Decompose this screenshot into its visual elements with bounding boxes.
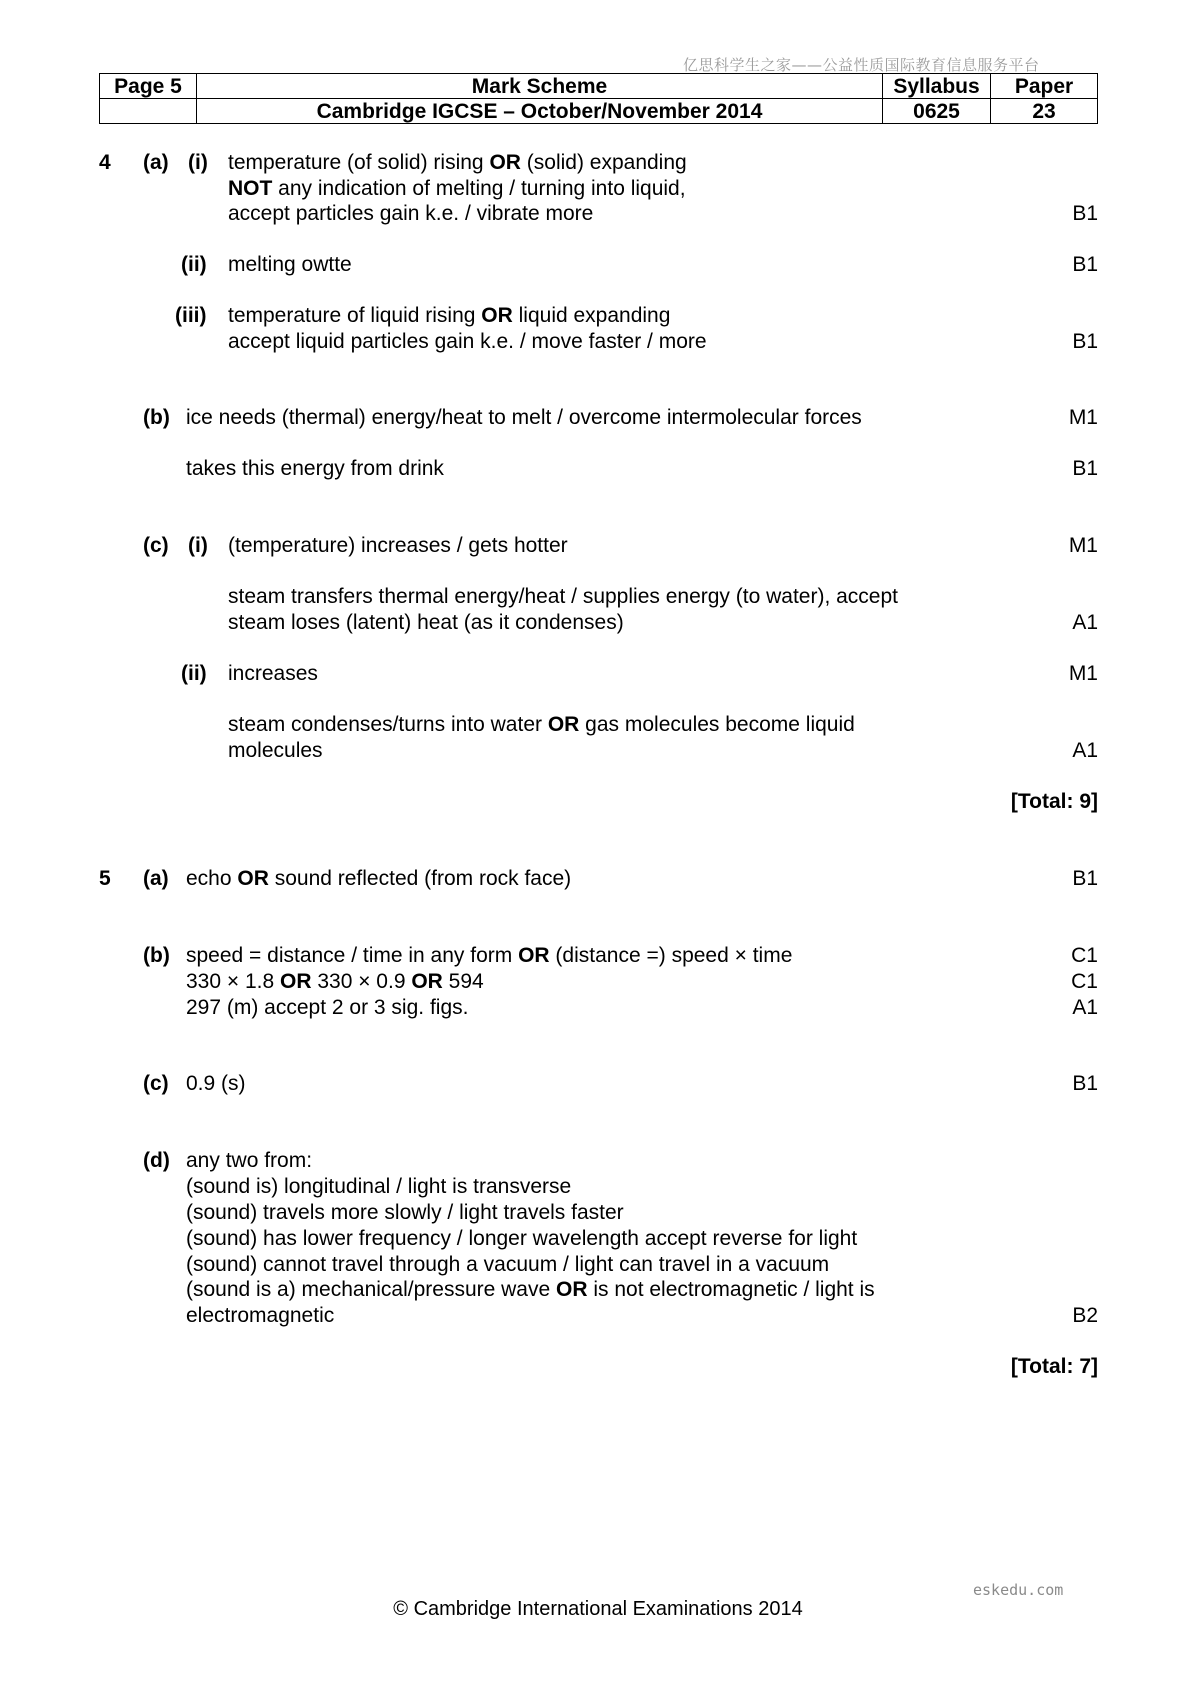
q4a-ii-mark: B1 [1072, 253, 1098, 276]
q5d-line3: (sound) travels more slowly / light travels faster [186, 1201, 624, 1224]
q5d-line2: (sound is) longitudinal / light is transverse [186, 1175, 572, 1198]
q5b-line3-mark: A1 [1072, 996, 1098, 1019]
footer-copyright: © Cambridge International Examinations 2014 [393, 1598, 803, 1620]
q4b-line2: takes this energy from drink [186, 457, 444, 480]
q4a-i-line3: accept particles gain k.e. / vibrate more [228, 202, 594, 225]
q5-total: [Total: 7] [1010, 1355, 1098, 1378]
q4a-i-line2: NOT any indication of melting / turning into liquid, [228, 177, 686, 200]
q4a-iii-mark: B1 [1072, 330, 1098, 353]
q4c-ii-line1: increases [228, 662, 318, 685]
q5d-label: (d) [143, 1149, 170, 1172]
q5-number: 5 [99, 867, 111, 890]
q5d-line5: (sound) cannot travel through a vacuum / light can travel in a vacuum [186, 1253, 830, 1276]
q4a-ii-text: melting owtte [228, 253, 352, 276]
watermark-bottom: eskedu.com [973, 1581, 1064, 1599]
watermark-top: 亿思科学生之家——公益性质国际教育信息服务平台 [683, 56, 1040, 74]
q4c-ii-line2: steam condenses/turns into water OR gas molecules become liquid [228, 713, 855, 736]
q4b-label: (b) [143, 406, 170, 429]
q4c-i-label: (i) [188, 534, 208, 557]
q5c-mark: B1 [1072, 1072, 1098, 1095]
header-table [99, 73, 1098, 124]
q5b-label: (b) [143, 944, 170, 967]
header-page: Page 5 [100, 74, 197, 99]
q5a-label: (a) [143, 867, 169, 890]
q5a-mark: B1 [1072, 867, 1098, 890]
q4-total: [Total: 9] [1010, 790, 1098, 813]
q4a-i-label: (i) [188, 151, 208, 174]
q4a-label: (a) [143, 151, 169, 174]
q4b-line2-mark: B1 [1072, 457, 1098, 480]
q5d-line7: electromagnetic [186, 1304, 335, 1327]
q5b-line2: 330 × 1.8 OR 330 × 0.9 OR 594 [186, 970, 484, 993]
q4c-label: (c) [143, 534, 169, 557]
q5b-line3: 297 (m) accept 2 or 3 sig. figs. [186, 996, 469, 1019]
q5c-label: (c) [143, 1072, 169, 1095]
q4b-line1-mark: M1 [1068, 406, 1098, 429]
q4c-ii-line1-mark: M1 [1068, 662, 1098, 685]
q4a-i-mark: B1 [1072, 202, 1098, 225]
q5d-line4: (sound) has lower frequency / longer wavelength accept reverse for light [186, 1227, 858, 1250]
q5b-line1-mark: C1 [1071, 944, 1098, 967]
q4a-iii-label: (iii) [175, 304, 207, 327]
q4c-i-line3-mark: A1 [1072, 611, 1098, 634]
q5a-text: echo OR sound reflected (from rock face) [186, 867, 572, 890]
q4a-iii-line1: temperature of liquid rising OR liquid expanding [228, 304, 671, 327]
q4b-line1: ice needs (thermal) energy/heat to melt / overcome intermolecular forces [186, 406, 862, 429]
q5d-mark: B2 [1072, 1304, 1098, 1327]
q5d-line6: (sound is a) mechanical/pressure wave OR is not electromagnetic / light is [186, 1278, 875, 1301]
q4a-i-line1: temperature (of solid) rising OR (solid) expanding [228, 151, 687, 174]
q4a-iii-line2: accept liquid particles gain k.e. / move faster / more [228, 330, 707, 353]
q5b-line2-mark: C1 [1071, 970, 1098, 993]
q4c-i-line2: steam transfers thermal energy/heat / supplies energy (to water), accept [228, 585, 898, 608]
q4c-i-line3: steam loses (latent) heat (as it condenses) [228, 611, 624, 634]
q4c-ii-label: (ii) [181, 662, 207, 685]
q4c-i-line1-mark: M1 [1068, 534, 1098, 557]
header-paper-label: Paper [991, 74, 1098, 99]
q5b-line1: speed = distance / time in any form OR (distance =) speed × time [186, 944, 793, 967]
header-empty-cell [100, 99, 197, 124]
q4c-ii-line3: molecules [228, 739, 323, 762]
header-syllabus-label: Syllabus [883, 74, 991, 99]
q4-number: 4 [99, 151, 111, 174]
q4c-ii-line3-mark: A1 [1072, 739, 1098, 762]
q5d-line1: any two from: [186, 1149, 313, 1172]
header-syllabus: 0625 [883, 99, 991, 124]
q4c-i-line1: (temperature) increases / gets hotter [228, 534, 568, 557]
header-title: Mark Scheme [197, 74, 883, 99]
header-exam: Cambridge IGCSE – October/November 2014 [197, 99, 883, 124]
q5c-text: 0.9 (s) [186, 1072, 246, 1095]
q4a-ii-label: (ii) [181, 253, 207, 276]
header-paper: 23 [991, 99, 1098, 124]
